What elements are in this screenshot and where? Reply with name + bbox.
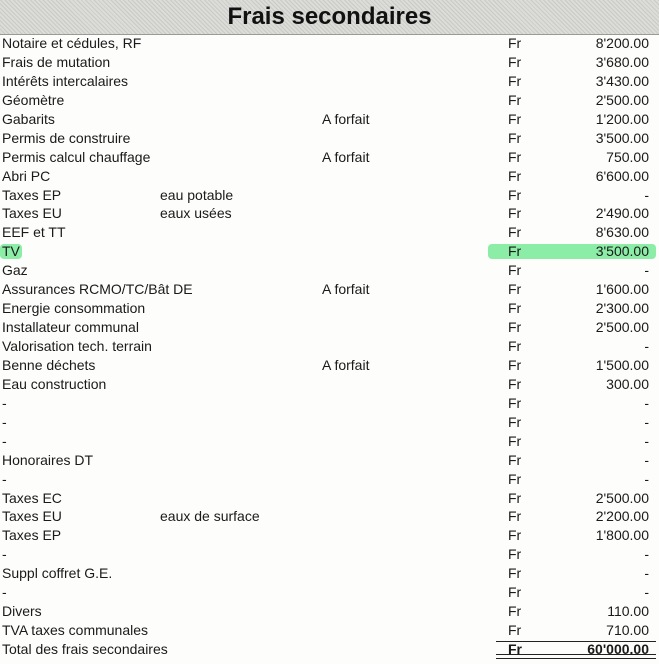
row-currency: Fr [508, 243, 522, 260]
total-row [0, 640, 659, 659]
row-label: Gaz [2, 262, 28, 279]
row-label: Assurances RCMO/TC/Bât DE [2, 281, 193, 298]
row-currency: Fr [508, 394, 522, 411]
row-label: Suppl coffret G.E. [2, 565, 113, 582]
row-currency: Fr [508, 565, 522, 582]
row-currency: Fr [508, 375, 522, 392]
row-amount: 8'200.00 [595, 35, 649, 51]
table-row [0, 318, 659, 337]
row-amount: - [644, 394, 649, 411]
table-row [0, 432, 659, 451]
row-label: Abri PC [2, 167, 51, 184]
row-label: - [2, 413, 7, 430]
row-amount: 2'500.00 [595, 319, 649, 336]
table-row [0, 507, 659, 526]
row-label: Eau construction [2, 375, 107, 392]
row-mode: A forfait [322, 356, 370, 373]
row-amount: 8'630.00 [595, 224, 649, 241]
table-row [0, 34, 659, 53]
row-amount: - [644, 451, 649, 468]
row-label: Géomètre [2, 91, 65, 108]
table-row [0, 451, 659, 470]
total-label: Total des frais secondaires [2, 641, 168, 657]
table-row [0, 129, 659, 148]
row-label: Taxes EU [2, 508, 62, 525]
table-row [0, 621, 659, 640]
row-currency: Fr [508, 72, 522, 89]
row-amount: 2'500.00 [595, 91, 649, 108]
row-currency: Fr [508, 603, 522, 620]
row-label: EEF et TT [2, 224, 66, 241]
row-currency: Fr [508, 451, 522, 468]
row-amount: 1'600.00 [595, 281, 649, 298]
row-currency: Fr [508, 110, 522, 127]
row-label: Notaire et cédules, RF [2, 35, 142, 51]
row-currency: Fr [508, 470, 522, 487]
table-row [0, 299, 659, 318]
table-row [0, 545, 659, 564]
row-amount: 1'200.00 [595, 110, 649, 127]
row-amount: 3'500.00 [595, 129, 649, 146]
table-row [0, 564, 659, 583]
row-label: - [2, 394, 7, 411]
row-label: Taxes EP [2, 186, 62, 203]
row-label: - [2, 470, 7, 487]
row-currency: Fr [508, 584, 522, 601]
table-row [0, 72, 659, 91]
row-currency: Fr [508, 413, 522, 430]
table-row [0, 602, 659, 621]
row-label: Permis calcul chauffage [2, 148, 151, 165]
row-currency: Fr [508, 319, 522, 336]
row-amount: 1'800.00 [595, 527, 649, 544]
table-row [0, 489, 659, 508]
row-label: TVA taxes communales [2, 622, 149, 639]
total-amount: 60'000.00 [587, 641, 649, 657]
row-label: Taxes EC [2, 489, 62, 506]
table-row [0, 242, 659, 261]
row-currency: Fr [508, 546, 522, 563]
table-row [0, 375, 659, 394]
row-currency: Fr [508, 91, 522, 108]
table-row [0, 280, 659, 299]
row-amount: 750.00 [606, 148, 649, 165]
row-mode: A forfait [322, 281, 370, 298]
row-amount: 110.00 [607, 603, 649, 620]
row-amount: - [644, 413, 649, 430]
row-currency: Fr [508, 281, 522, 298]
table-row [0, 261, 659, 280]
row-amount: - [644, 432, 649, 449]
row-amount: - [644, 470, 649, 487]
table-row [0, 223, 659, 242]
row-amount: - [644, 565, 649, 582]
row-currency: Fr [508, 622, 522, 639]
total-double-rule [496, 654, 656, 659]
row-label: - [2, 546, 7, 563]
row-currency: Fr [508, 527, 522, 544]
row-currency: Fr [508, 53, 522, 70]
row-label: - [2, 584, 7, 601]
row-label: Divers [2, 603, 42, 620]
row-amount: 3'500.00 [595, 243, 649, 260]
row-amount: 3'430.00 [595, 72, 649, 89]
row-label: Honoraires DT [2, 451, 94, 468]
row-currency: Fr [508, 300, 522, 317]
row-label: - [2, 432, 7, 449]
row-label: Intérêts intercalaires [2, 72, 129, 89]
table-row [0, 110, 659, 129]
row-currency: Fr [508, 167, 522, 184]
row-mode: A forfait [322, 110, 370, 127]
row-amount: 2'300.00 [595, 300, 649, 317]
row-label: Benne déchets [2, 356, 96, 373]
row-amount: - [644, 262, 649, 279]
row-amount: 2'200.00 [595, 508, 649, 525]
row-amount: 710.00 [606, 622, 649, 639]
row-amount: - [644, 584, 649, 601]
row-label: Frais de mutation [2, 53, 111, 70]
row-amount: 6'600.00 [595, 167, 649, 184]
row-currency: Fr [508, 508, 522, 525]
row-currency: Fr [508, 338, 522, 354]
row-amount: - [644, 546, 649, 563]
row-currency: Fr [508, 35, 522, 51]
row-amount: 2'500.00 [595, 489, 649, 506]
row-label: Permis de construire [2, 129, 131, 146]
table-row [0, 583, 659, 602]
row-currency: Fr [508, 356, 522, 373]
row-amount: 1'500.00 [595, 356, 649, 373]
row-label: Taxes EU [2, 205, 62, 222]
row-currency: Fr [508, 205, 522, 222]
row-currency: Fr [508, 432, 522, 449]
table-row [0, 413, 659, 432]
row-note: eau potable [160, 186, 234, 203]
table-row [0, 204, 659, 223]
table-row [0, 356, 659, 375]
page-title: Frais secondaires [227, 3, 432, 30]
row-amount: - [644, 186, 649, 203]
row-label: Gabarits [2, 110, 55, 127]
row-amount: 300.00 [606, 375, 649, 392]
table-row [0, 186, 659, 205]
table-row [0, 470, 659, 489]
row-note: eaux de surface [160, 508, 260, 525]
row-label: TV [2, 243, 20, 260]
cost-table [0, 34, 659, 659]
row-currency: Fr [508, 186, 522, 203]
table-row [0, 394, 659, 413]
table-row [0, 148, 659, 167]
table-row [0, 167, 659, 186]
table-row [0, 91, 659, 110]
row-label: Taxes EP [2, 527, 62, 544]
table-row [0, 337, 659, 356]
total-currency: Fr [508, 641, 522, 657]
row-label: Valorisation tech. terrain [2, 338, 152, 354]
row-currency: Fr [508, 148, 522, 165]
row-currency: Fr [508, 224, 522, 241]
row-mode: A forfait [322, 148, 370, 165]
row-amount: - [644, 338, 649, 354]
row-note: eaux usées [160, 205, 232, 222]
row-label: Energie consommation [2, 300, 146, 317]
row-currency: Fr [508, 129, 522, 146]
row-amount: 3'680.00 [595, 53, 649, 70]
row-currency: Fr [508, 262, 522, 279]
row-label: Installateur communal [2, 319, 139, 336]
table-row [0, 526, 659, 545]
table-row [0, 53, 659, 72]
row-currency: Fr [508, 489, 522, 506]
title-bar [0, 0, 659, 35]
row-amount: 2'490.00 [595, 205, 649, 222]
